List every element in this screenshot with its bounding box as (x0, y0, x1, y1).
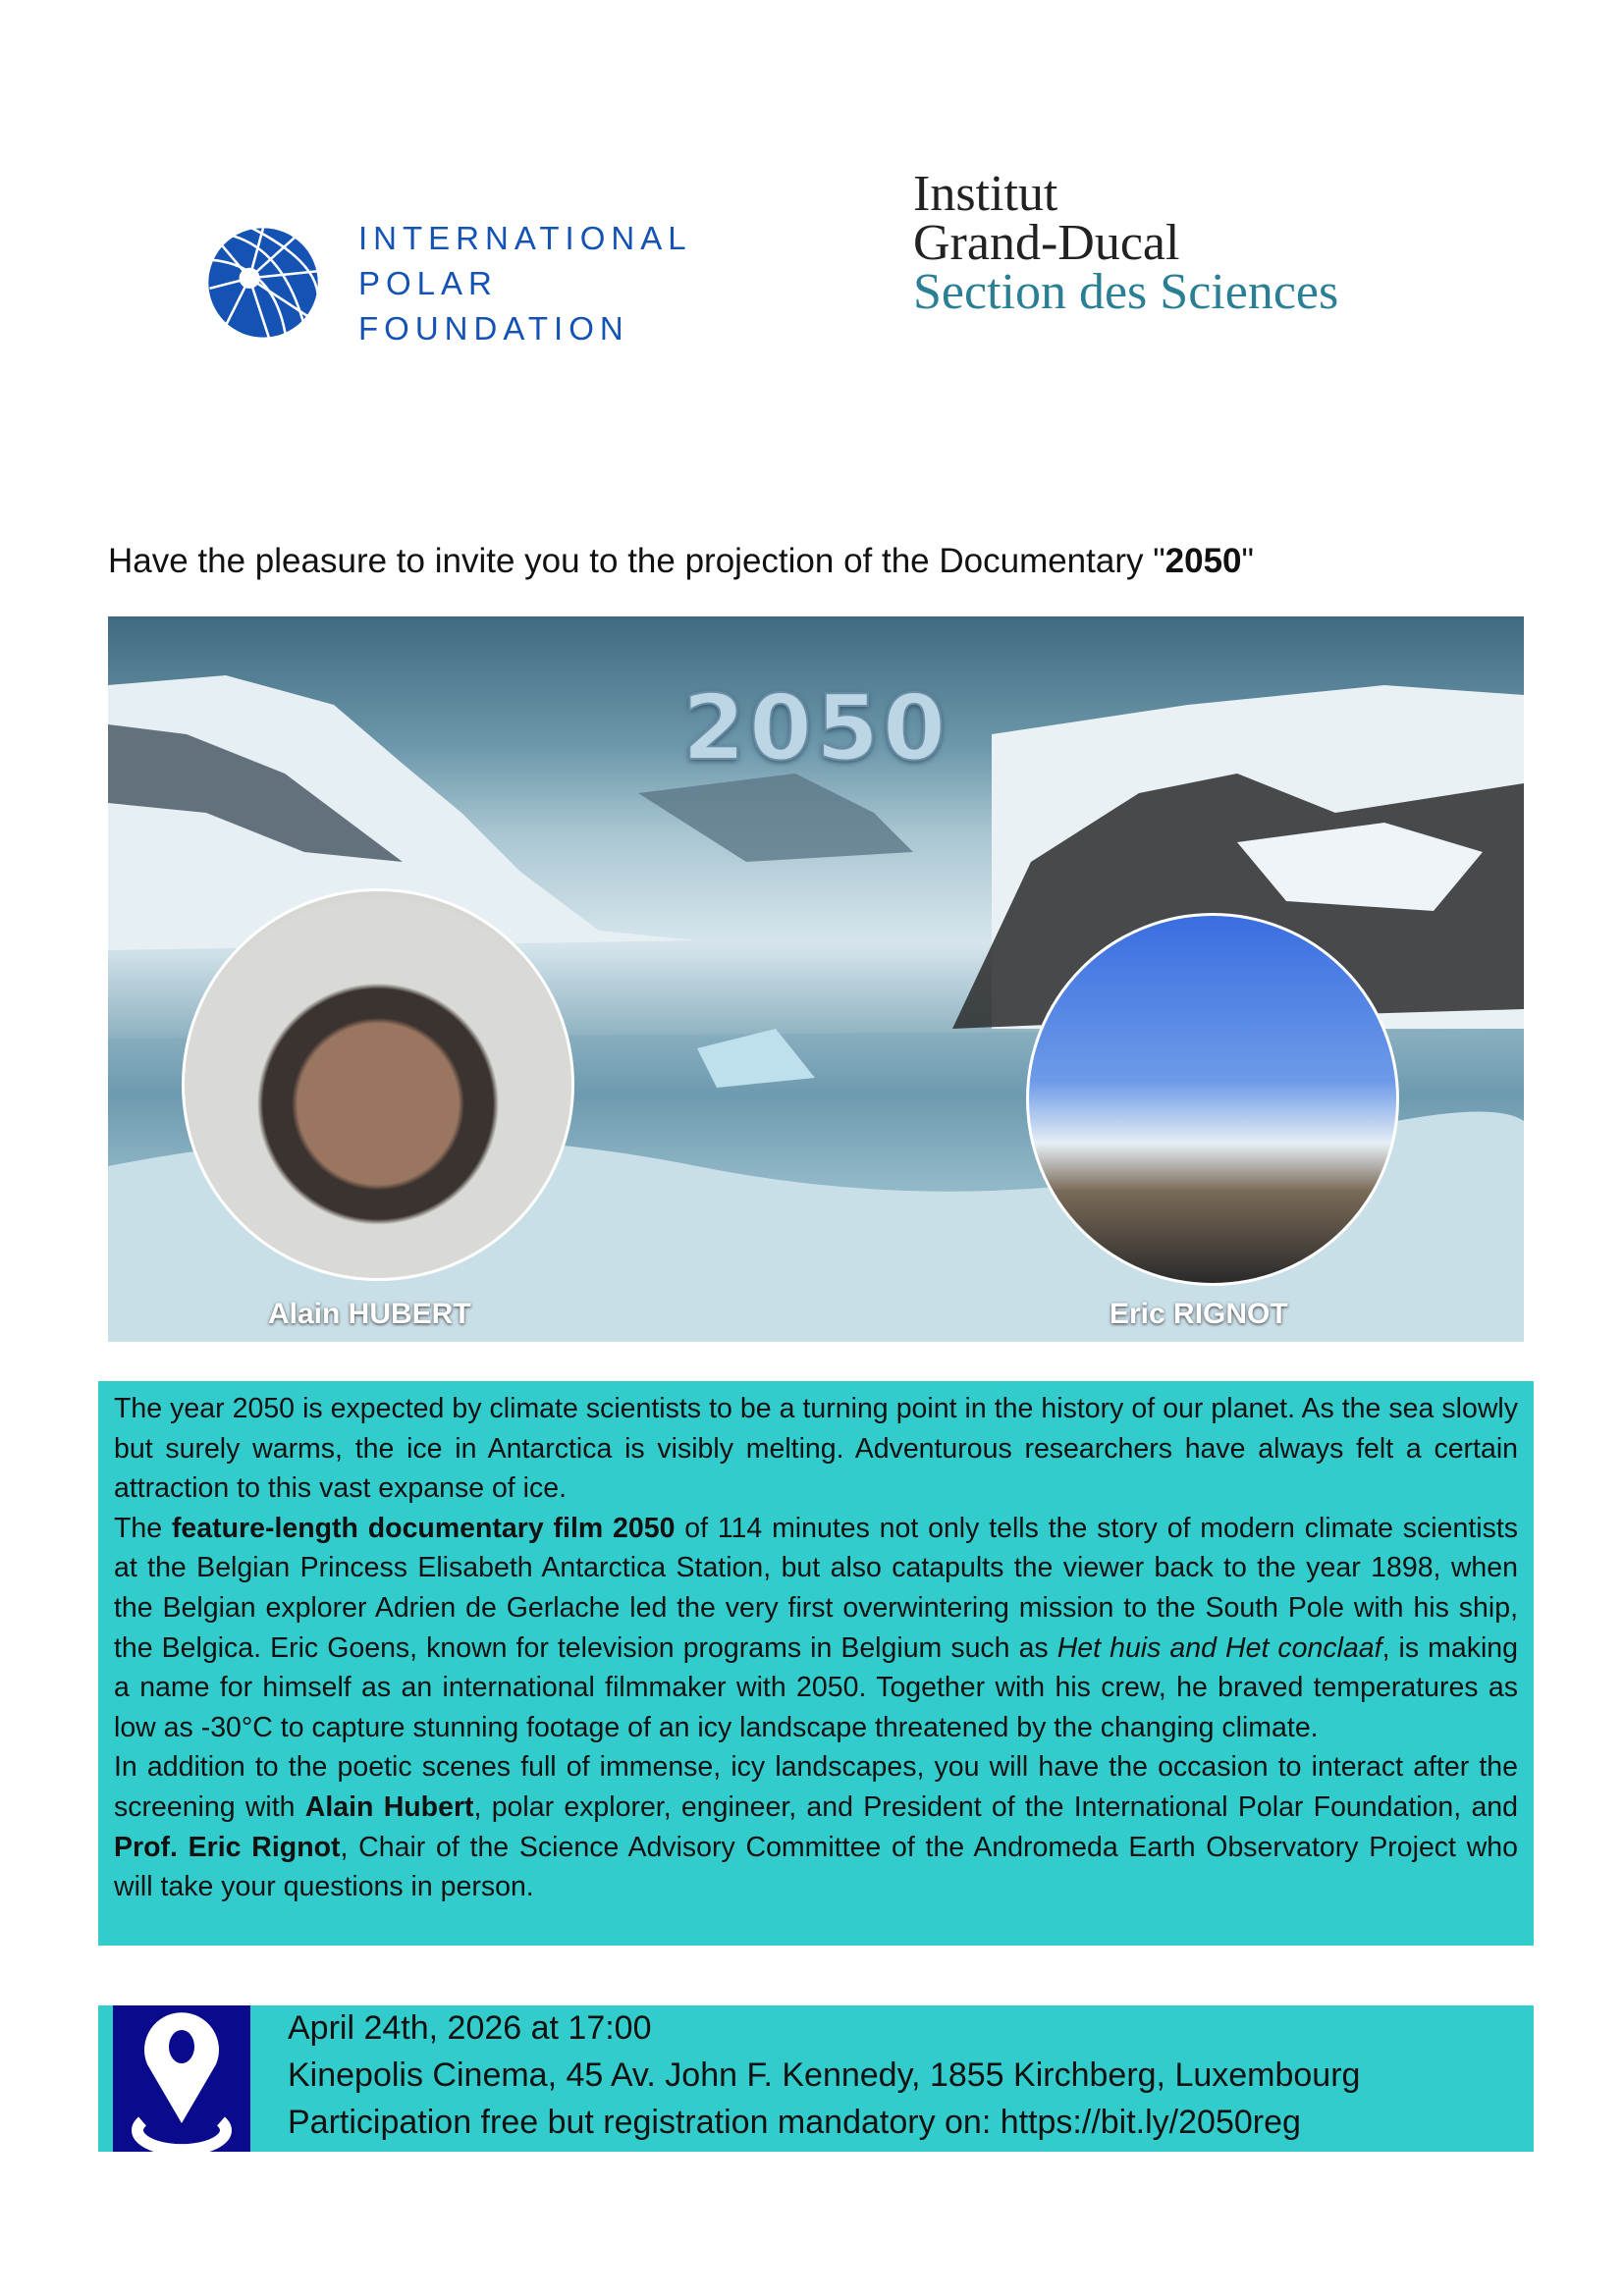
invite-quote: " (1241, 542, 1254, 580)
invite-text: Have the pleasure to invite you to the projection of the Documentary " (108, 542, 1165, 580)
portrait-eric-rignot (1026, 913, 1399, 1286)
invitation-heading (108, 542, 1254, 581)
ipf-logo-line: FOUNDATION (358, 310, 629, 347)
igd-logo-line: Grand-Ducal (913, 215, 1180, 271)
event-venue: Kinepolis Cinema, 45 Av. John F. Kennedy, 1855 Kirchberg, Luxembourg (288, 2056, 1361, 2094)
igd-logo-line: Section des Sciences (913, 264, 1339, 320)
event-date: April 24th, 2026 at 17:00 (288, 2009, 652, 2047)
film-poster (108, 616, 1524, 1342)
description-paragraph: In addition to the poetic scenes full of immense, icy landscapes, you will have the occasion to interact after the screening with Alain Hubert, polar explorer, engineer, and President of the International Polar Foundation, and Prof. Eric Rignot, Chair of the Science Advisory Committee of the Andromeda Earth Observatory Project who will take your questions in person. (114, 1751, 1518, 1903)
event-registration: Participation free but registration mandatory on: https://bit.ly/2050reg (288, 2104, 1301, 2141)
igd-logo-line: Institut (913, 166, 1058, 222)
name-label-alain-hubert: Alain HUBERT (268, 1298, 471, 1330)
ipf-logo-line: POLAR (358, 265, 498, 301)
description-box (98, 1381, 1534, 1946)
ipf-logo-line: INTERNATIONAL (358, 220, 692, 256)
invite-film-title: 2050 (1164, 542, 1242, 580)
portrait-alain-hubert (182, 888, 574, 1281)
event-info-box (98, 2005, 1534, 2152)
location-pin-icon (113, 2005, 250, 2152)
description-paragraph: The year 2050 is expected by climate scientists to be a turning point in the history of our planet. As the sea slowly but surely warms, the ice in Antarctica is visibly melting. Adventurous researchers have always felt a certain attraction to this vast expanse of ice. (114, 1393, 1518, 1505)
name-label-eric-rignot: Eric RIGNOT (1110, 1298, 1288, 1330)
poster-title: 2050 (681, 675, 950, 780)
description-paragraph: The feature-length documentary film 2050 of 114 minutes not only tells the story of modern climate scientists at the Belgian Princess Elisabeth Antarctica Station, but also catapults the viewer back to the year 1898, when the Belgian explorer Adrien de Gerlache led the very first overwintering mission to the South Pole with his ship, the Belgica. Eric Goens, known for television programs in Belgium such as Het huis and Het conclaaf, is making a name for himself as an international filmmaker with 2050. Together with his crew, he braved temperatures as low as -30°C to capture stunning footage of an icy landscape threatened by the changing climate. (114, 1512, 1519, 1743)
ipf-globe-logo (206, 226, 320, 340)
